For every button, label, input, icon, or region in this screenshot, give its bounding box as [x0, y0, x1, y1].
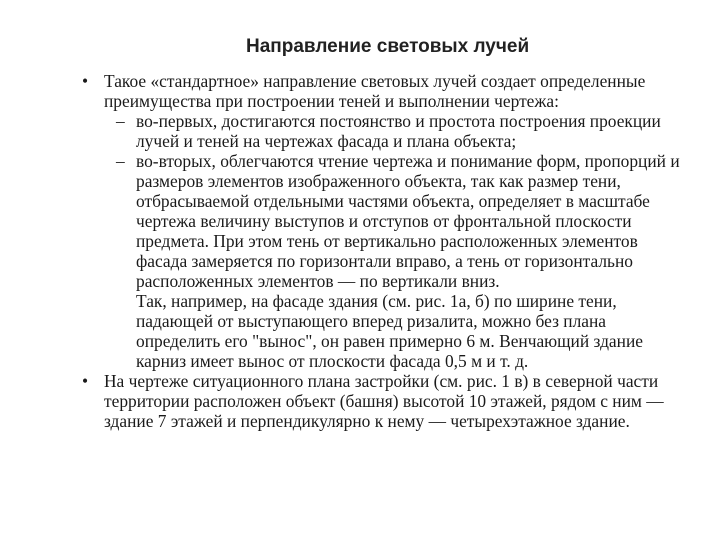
bullet-text: На чертеже ситуационного плана застройки (см. рис. 1 в) в северной части территории расположен объект (башня) высотой 10 этажей, рядом с ним — здание 7 этажей и перпендикулярно к нему — четырехэтажное здание.: [104, 371, 664, 431]
bullet-marker: •: [82, 71, 89, 91]
dash-marker: –: [116, 111, 125, 131]
bullet-text: Такое «стандартное» направление световых лучей создает определенные преимущества при построении теней и выполнении чертежа:: [104, 71, 646, 111]
bullet-item-2: [76, 371, 686, 431]
bullet-marker: •: [82, 371, 89, 391]
slide-title: Направление световых лучей: [246, 36, 530, 57]
bullet-item-1: [76, 71, 686, 111]
sub-item-1: [76, 111, 686, 151]
slide-body: [76, 71, 686, 431]
sub-item-text: во-вторых, облегчаются чтение чертежа и понимание форм, пропорций и размеров элементов изображенного объекта, так как размер тени, отбрасываемой отдельными частями объекта, определяет в масштабе чертежа величину выступов и отступов от фронтальной плоскости предмета. При этом тень от вертикально расположенных элементов фасада замеряется по горизонтали вправо, а тень от горизонтально расположенных элементов — по вертикали вниз.: [136, 151, 680, 291]
sub-item-text: во-первых, достигаются постоянство и простота построения проекции лучей и теней на чертежах фасада и плана объекта;: [136, 111, 661, 151]
dash-marker: –: [116, 151, 125, 171]
sub-item-2: [76, 151, 686, 291]
example-paragraph: Так, например, на фасаде здания (см. рис. 1а, б) по ширине тени, падающей от выступающего вперед ризалита, можно без плана определить его "вынос", он равен примерно 6 м. Венчающий здание карниз имеет вынос от плоскости фасада 0,5 м и т. д.: [136, 291, 643, 371]
